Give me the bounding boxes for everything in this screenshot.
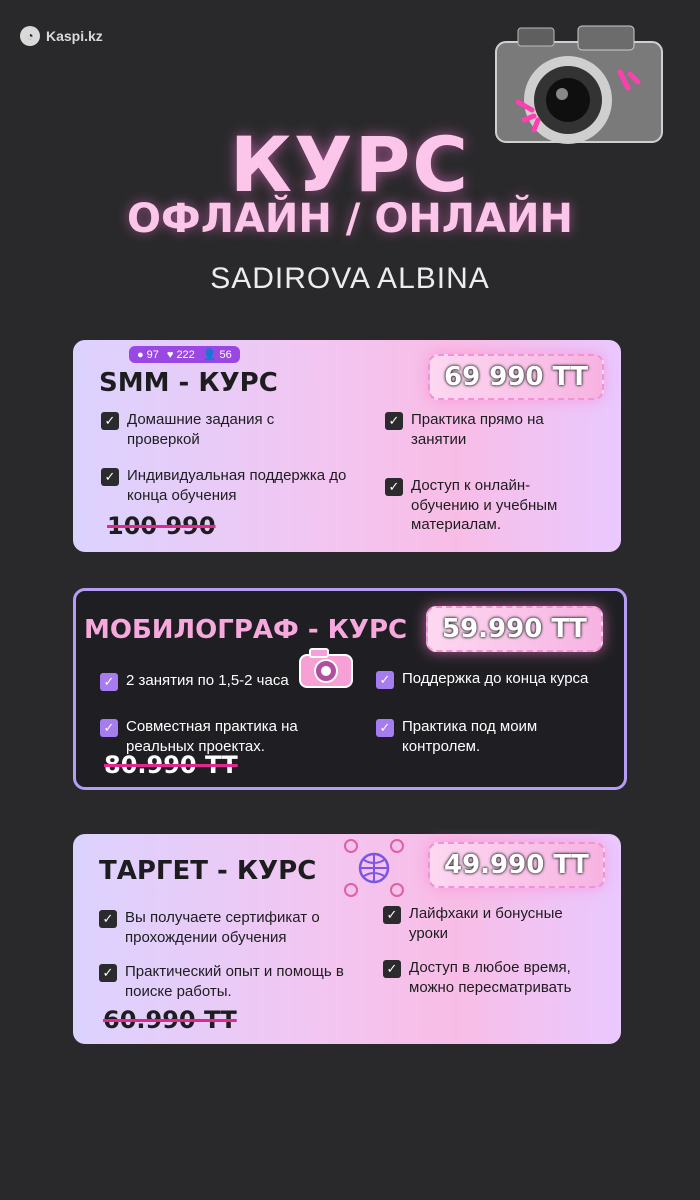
heart-icon: ♥: [166, 348, 174, 361]
watermark-text: Kaspi.kz: [46, 28, 103, 44]
checkbox-icon: ✓: [383, 960, 401, 978]
old-price: 80.990 ТТ: [104, 751, 238, 779]
feature-text: Совместная практика на реaльных проектах.: [126, 718, 298, 755]
checkbox-icon: ✓: [101, 468, 119, 486]
checkbox-icon: ✓: [376, 671, 394, 689]
page-title: КУРС: [229, 120, 471, 209]
page-subtitle: ОФЛАЙН / ОНЛАЙН: [127, 196, 573, 242]
author-name: SADIROVA ALBINA: [210, 262, 490, 295]
feature-item: [383, 958, 608, 997]
feature-item: [376, 717, 596, 756]
feature-text: Домашние задания с проверкой: [127, 411, 275, 448]
feature-item: [101, 410, 346, 449]
feature-text: Индивидуальная поддержка до конца обучения: [127, 467, 347, 504]
price-tag: 59.990 ТТ: [426, 606, 603, 652]
feature-item: [383, 904, 603, 943]
feature-text: 2 занятия по 1,5-2 часа: [126, 672, 289, 689]
price-tag: 49.990 ТТ: [428, 842, 605, 888]
checkbox-icon: ✓: [376, 719, 394, 737]
feature-text: Лайфхаки и бонусные уроки: [409, 905, 563, 942]
network-globe-icon: [341, 836, 407, 900]
old-price: 60.990 ТТ: [103, 1006, 237, 1034]
likes-count: 222: [176, 348, 195, 361]
checkbox-icon: ✓: [385, 478, 403, 496]
feature-text: Практика прямо на занятии: [411, 411, 544, 448]
old-price: 100 990: [107, 512, 216, 540]
feature-text: Поддержка до конца курса: [402, 670, 589, 687]
feature-text: Вы получаете сертификат о прохождении обучения: [125, 909, 320, 946]
course-title: SMM - КУРС: [99, 368, 278, 398]
feature-item: [100, 671, 330, 691]
feature-item: [101, 466, 356, 505]
feature-item: [376, 669, 596, 689]
feature-item: [99, 908, 364, 947]
course-title: МОБИЛОГРАФ - КУРС: [84, 615, 408, 645]
comments-count: 97: [146, 348, 159, 361]
course-title: ТАРГЕТ - КУРС: [99, 856, 317, 886]
feature-text: Практический опыт и помощь в поиске работы.: [125, 963, 344, 1000]
checkbox-icon: ✓: [383, 906, 401, 924]
feature-item: [385, 476, 590, 535]
feature-text: Практика под моим контролем.: [402, 718, 538, 755]
followers-count: 56: [219, 348, 232, 361]
notification-badge: [129, 346, 240, 363]
checkbox-icon: ✓: [100, 673, 118, 691]
checkbox-icon: ✓: [100, 719, 118, 737]
feature-text: Доступ к онлайн-обучению и учебным материалам.: [411, 477, 558, 533]
checkbox-icon: ✓: [99, 964, 117, 982]
kaspi-watermark: [20, 26, 103, 46]
feature-text: Доступ в любое время, можно пересматривать: [409, 959, 572, 996]
comment-icon: ●: [137, 348, 144, 361]
feature-item: [99, 962, 364, 1001]
kaspi-logo-icon: ◔: [20, 26, 40, 46]
checkbox-icon: ✓: [99, 910, 117, 928]
user-icon: 👤: [202, 349, 217, 361]
price-tag: 69 990 ТТ: [428, 354, 604, 400]
feature-item: [100, 717, 330, 756]
feature-item: [385, 410, 590, 449]
checkbox-icon: ✓: [385, 412, 403, 430]
checkbox-icon: ✓: [101, 412, 119, 430]
